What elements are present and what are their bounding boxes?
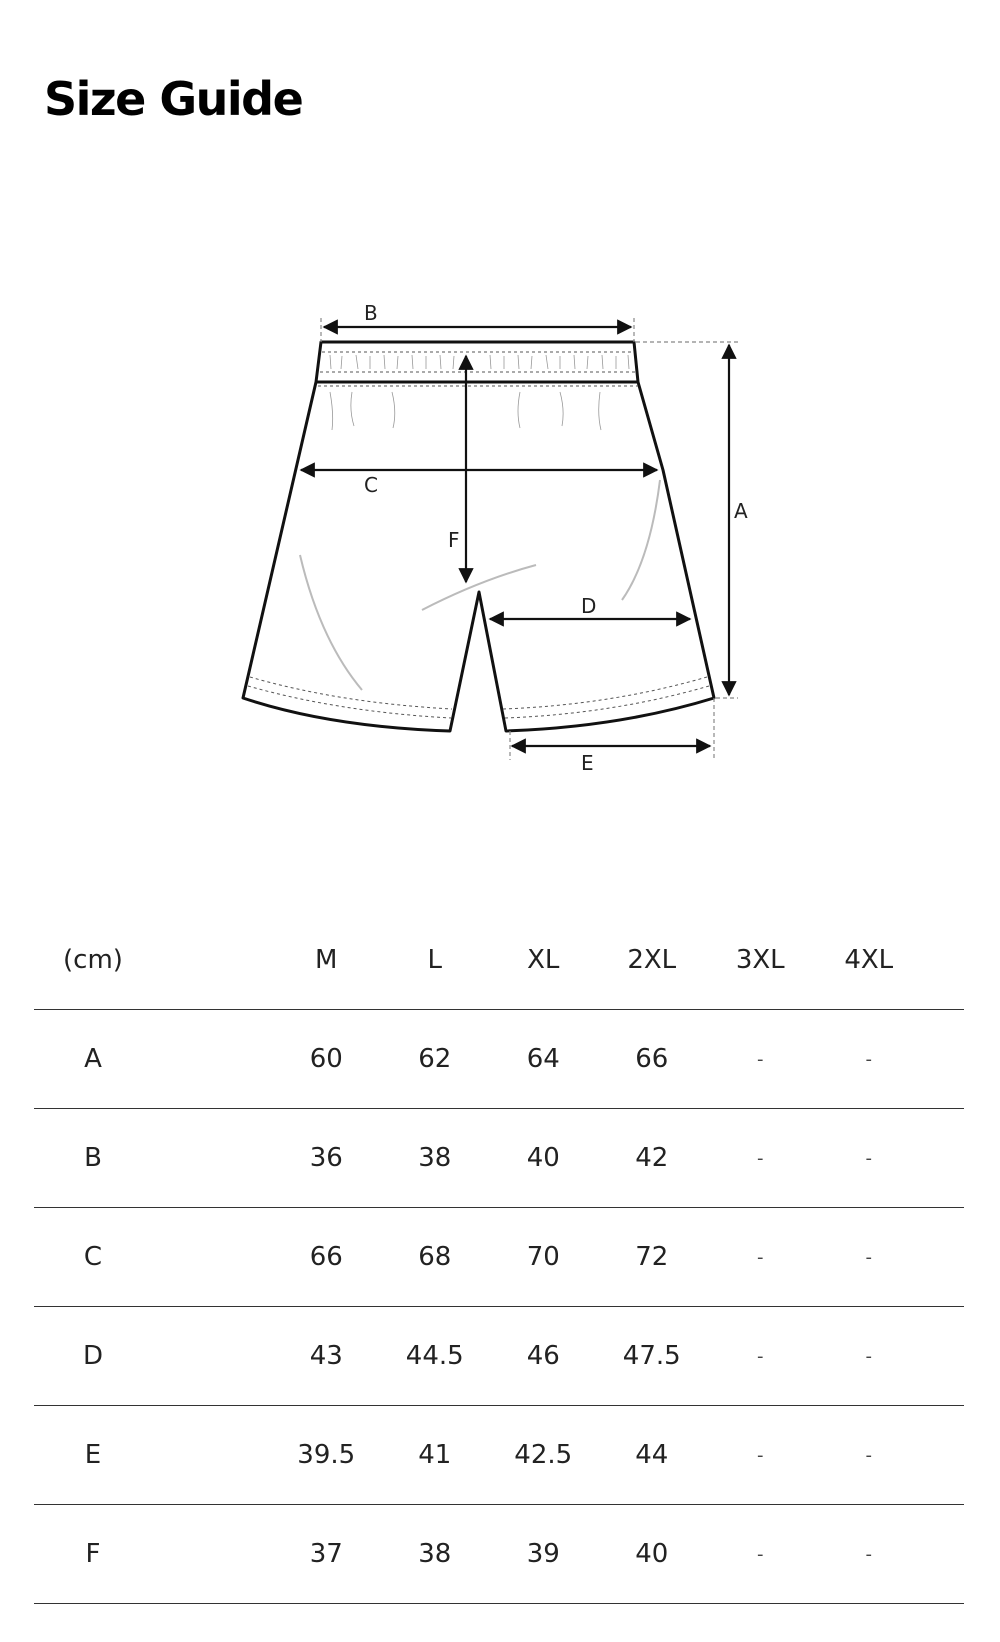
table-cell-l: 41	[418, 1440, 452, 1470]
table-row	[34, 1505, 964, 1604]
table-cell-xl: 40	[526, 1143, 560, 1173]
size-header-xl: XL	[527, 944, 560, 975]
page-title: Size Guide	[44, 72, 303, 126]
measure-a-label: A	[734, 499, 748, 523]
hem-stitching	[248, 677, 709, 718]
measure-d-label: D	[581, 594, 597, 618]
table-row	[34, 1406, 964, 1505]
size-table-header	[34, 910, 964, 1010]
table-cell-4xl: -	[865, 1345, 872, 1367]
table-cell-3xl: -	[757, 1147, 764, 1169]
size-header-l: L	[427, 944, 442, 975]
extension-lines	[321, 318, 738, 760]
table-cell-m: 43	[309, 1341, 343, 1371]
table-row	[34, 1109, 964, 1208]
table-cell-m: 39.5	[297, 1440, 356, 1470]
table-cell-4xl: -	[865, 1543, 872, 1565]
row-label: E	[84, 1440, 102, 1470]
fold-shading	[300, 480, 660, 690]
measure-b-label: B	[364, 301, 378, 325]
table-cell-xl: 46	[526, 1341, 560, 1371]
size-header-2xl: 2XL	[627, 944, 677, 975]
table-cell-2xl: 44	[635, 1440, 669, 1470]
table-cell-xl: 39	[526, 1539, 560, 1569]
size-header-3xl: 3XL	[735, 944, 785, 975]
table-cell-m: 60	[309, 1044, 343, 1074]
table-cell-4xl: -	[865, 1444, 872, 1466]
row-label: F	[85, 1539, 101, 1569]
table-cell-3xl: -	[757, 1543, 764, 1565]
table-cell-l: 68	[418, 1242, 452, 1272]
table-row	[34, 1010, 964, 1109]
table-cell-3xl: -	[757, 1444, 764, 1466]
table-cell-3xl: -	[757, 1048, 764, 1070]
table-cell-3xl: -	[757, 1345, 764, 1367]
table-cell-m: 36	[309, 1143, 343, 1173]
measure-c-label: C	[364, 473, 378, 497]
table-row	[34, 1307, 964, 1406]
table-cell-l: 38	[418, 1539, 452, 1569]
table-cell-2xl: 47.5	[622, 1341, 681, 1371]
row-label: B	[84, 1143, 102, 1173]
row-label: C	[83, 1242, 103, 1272]
size-table	[34, 910, 964, 1604]
table-cell-2xl: 72	[635, 1242, 669, 1272]
size-header-m: M	[315, 944, 338, 975]
measure-f-label: F	[448, 528, 460, 552]
shorts-outline	[243, 342, 714, 731]
measure-e-label: E	[581, 751, 594, 775]
row-label: A	[84, 1044, 102, 1074]
waistband-gathers	[330, 355, 629, 430]
table-cell-4xl: -	[865, 1246, 872, 1268]
table-cell-l: 38	[418, 1143, 452, 1173]
table-cell-4xl: -	[865, 1147, 872, 1169]
size-header-4xl: 4XL	[844, 944, 894, 975]
unit-label: (cm)	[63, 944, 123, 975]
table-cell-4xl: -	[865, 1048, 872, 1070]
table-cell-xl: 42.5	[514, 1440, 573, 1470]
shorts-diagram	[0, 0, 1000, 820]
row-label: D	[82, 1341, 104, 1371]
table-cell-xl: 70	[526, 1242, 560, 1272]
table-cell-2xl: 66	[635, 1044, 669, 1074]
table-cell-l: 62	[418, 1044, 452, 1074]
table-cell-m: 37	[309, 1539, 343, 1569]
table-cell-2xl: 42	[635, 1143, 669, 1173]
table-cell-3xl: -	[757, 1246, 764, 1268]
table-cell-m: 66	[309, 1242, 343, 1272]
table-cell-2xl: 40	[635, 1539, 669, 1569]
table-cell-xl: 64	[526, 1044, 560, 1074]
table-row	[34, 1208, 964, 1307]
table-cell-l: 44.5	[405, 1341, 464, 1371]
